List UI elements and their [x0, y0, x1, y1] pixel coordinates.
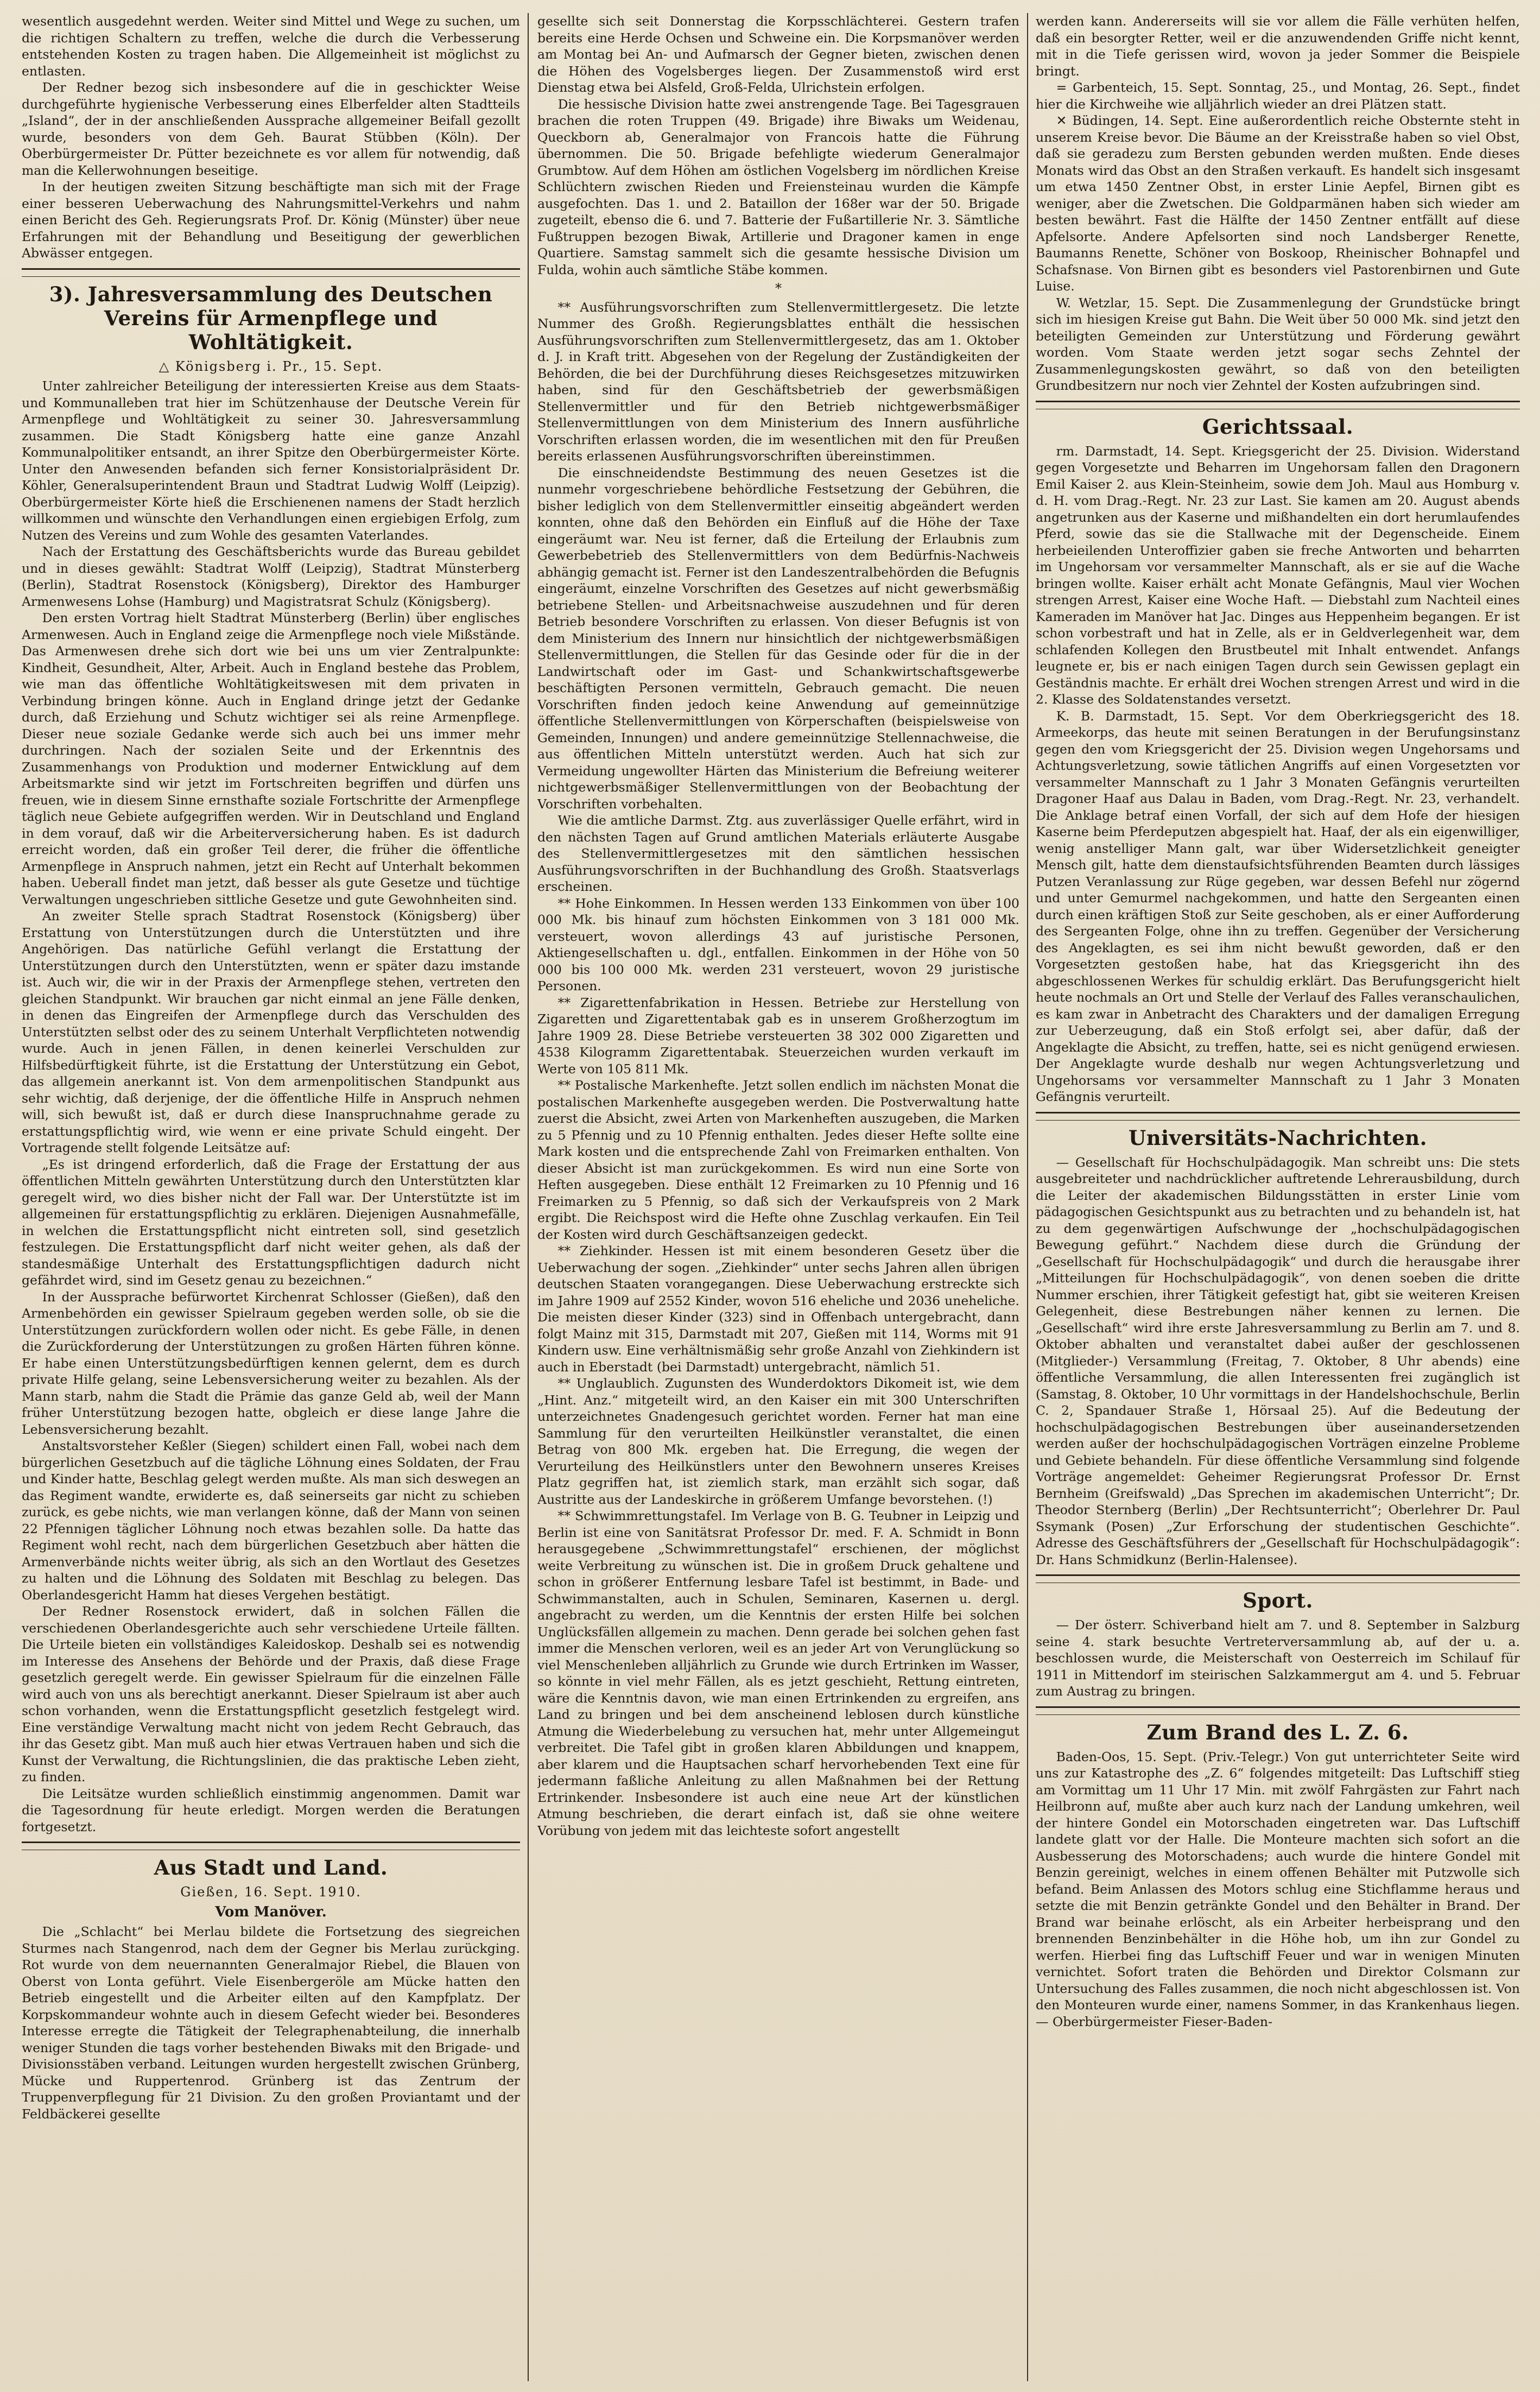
article-paragraph: gesellte sich seit Donnerstag die Korpsschlächterei. Gestern trafen bereits eine Herde Ochsen und Schweine ein. Die Korpsmanöver werden am Montag bei An- und Aufmarsch der Gegner bieten, zwischen denen die Höhen des Vogelsberges liegen. Der Zusammenstoß wird erst Dienstag etwa bei Alsfeld, Groß-Felda, Ulrichstein erfolgen.	[537, 14, 1019, 95]
dateline: △ Königsberg i. Pr., 15. Sept.	[159, 358, 383, 374]
article-paragraph: Die „Schlacht“ bei Merlau bildete die Fortsetzung des siegreichen Sturmes nach Stangenrod, nach dem der Gegner bis Merlau zurückging. Rot wurde von dem neuernannten Generalmajor Riebel, die Blauen von Oberst von Lonta geführt. Viele Eisenbergeröle am Mücke hatten den Betrieb eingestellt und die Arbeiter eilten auf den Kampfplatz. Der Korpskommandeur wohnte auch in diesem Gefecht wieder bei. Besonderes Interesse erregte die Tätigkeit der Telegraphenabteilung, die innerhalb weniger Stunden die tags vorher bestehenden Biwaks mit den Brigade- und Divisionsstäben verband. Leitungen wurden hergestellt zwischen Grünberg, Mücke und Ruppertenrod. Grünberg ist das Zentrum der Truppenverpflegung für 21 Division. Zu den großen Proviantamt und der Feldbäckerei gesellte	[22, 1924, 520, 2122]
section-divider	[1036, 1706, 1520, 1715]
article-paragraph: Der Redner bezog sich insbesondere auf die in geschickter Weise durchgeführte hygienische Verbesserung eines Elberfelder alten Stadtteils „Island“, der in der anschließenden Aussprache allgemeiner Beifall gezollt wurde, besonders von dem Geh. Baurat Stübben (Köln). Der Oberbürgermeister Dr. Pütter bezeichnete es vor allem für notwendig, daß man die Kellerwohnungen beseitige.	[22, 80, 520, 178]
article-paragraph: Die hessische Division hatte zwei anstrengende Tage. Bei Tagesgrauen brachen die roten Truppen (49. Brigade) ihre Biwaks um Weidenau, Queckborn ab, Generalmajor von Francois hatte die Führung übernommen. Die 50. Brigade befehligte wiederum Generalmajor Grumbtow. Auf dem Höhen am östlichen Vogelsberg im nördlichen Kreise Schlüchtern zwischen Rieden und Freiensteinau wurden die Kämpfe ausgefochten. Das 1. und 2. Bataillon der 168er war der 50. Brigade zugeteilt, ebenso die 6. und 7. Batterie der Fußartillerie Nr. 3. Sämtliche Fußtruppen bezogen Biwak, Artillerie und Dragoner kamen in enge Quartiere. Samstag sammelt sich die gesamte hessische Division um Fulda, wohin auch sämtliche Stäbe kommen.	[537, 96, 1019, 277]
article-paragraph: Baden-Oos, 15. Sept. (Priv.-Telegr.) Von gut unterrichteter Seite wird uns zur Katastrophe des „Z. 6“ folgendes mitgeteilt: Das Luftschiff stieg am Vormittag um 11 Uhr 17 Min. mit zwölf Fahrgästen zur Fahrt nach Heilbronn auf, mußte aber auch kurz nach der Landung umkehren, weil der hintere Gondel ein Motorschaden eingetreten war. Das Luftschiff landete glatt vor der Halle. Die Monteure machten sich sofort an die Ausbesserung des Motorschadens; auch wurde die hintere Gondel mit Benzin gereinigt, welches in einem offenen Behälter mit Putzwolle sich befand. Beim Anlassen des Motors schlug eine Stichflamme heraus und setzte die mit Benzin getränkte Gondel und den Behälter in Brand. Der Brand war beinahe erlöscht, als ein Arbeiter herbeisprang und den brennenden Benzinbehälter in die Höhe hob, um ihn zur Gondel zu werfen. Hierbei fing das Luftschiff Feuer und war in wenigen Minuten vernichtet. Sofort traten die Behörden und Direktor Colsmann zur Untersuchung des Falles zusammen, die noch nicht abgeschlossen ist. Von den Monteuren wurde einer, namens Sommer, in das Krankenhaus liegen. — Oberbürgermeister Fieser-Baden-	[1036, 1749, 1520, 2029]
article-paragraph: Unter zahlreicher Beteiligung der interessierten Kreise aus dem Staats- und Kommunalleben trat hier im Schützenhause der Deutsche Verein für Armenpflege und Wohltätigkeit zu seiner 30. Jahresversammlung zusammen. Die Stadt Königsberg hatte eine ganze Anzahl Kommunalpolitiker entsandt, an ihrer Spitze den Oberbürgermeister Körte. Unter den Anwesenden befanden sich ferner Konsistorialpräsident Dr. Köhler, Generalsuperintendent Braun und Stadtrat Ludwig Wolff (Leipzig). Oberbürgermeister Körte hieß die Erschienenen namens der Stadt herzlich willkommen und wünschte den Verhandlungen einen ergiebigen Erfolg, zum Nutzen des Vereins und zum Wohle des gesamten Vaterlandes.	[22, 378, 520, 543]
article-paragraph: Wie die amtliche Darmst. Ztg. aus zuverlässiger Quelle erfährt, wird in den nächsten Tagen auf Grund amtlichen Materials erläuterte Ausgabe des Stellenvermittlergesetzes mit den sämtlichen hessischen Ausführungsvorschriften in der Buchhandlung des Großh. Staatsverlags erscheinen.	[537, 813, 1019, 894]
article-paragraph: An zweiter Stelle sprach Stadtrat Rosenstock (Königsberg) über Erstattung von Unterstützungen durch die Unterstützten und ihre Angehörigen. Das natürliche Gefühl verlangt die Erstattung der Unterstützungen durch den Unterstützten, wenn er später dazu imstande ist. Auch wir, die wir in der Praxis der Armenpflege stehen, vertreten den gleichen Standpunkt. Wir brauchen gar nicht einmal an jene Fälle denken, in denen das Eingreifen der Armenpflege durch das Verschulden des Unterstützten selbst oder des zu seinem Unterhalt Verpflichteten notwendig wurde. Auch in jenen Fällen, in denen keinerlei Verschulden zur Hilfsbedürftigkeit führte, ist die Erstattung der Unterstützung ein Gebot, das allgemein anerkannt ist. Von dem armenpolitischen Standpunkt aus sehr wichtig, daß derjenige, der die öffentliche Hilfe in Anspruch nehmen will, sich bewußt ist, daß er durch diese Inanspruchnahme gerade zu erstattungspflichtig wird, wie wenn er eine private Schuld eingeht. Der Vortragende stellt folgende Leitsätze auf:	[22, 908, 520, 1155]
section-headline: Aus Stadt und Land.	[154, 1856, 388, 1880]
article-paragraph: Die einschneidendste Bestimmung des neuen Gesetzes ist die nunmehr vorgeschriebene behördliche Festsetzung der Gebühren, die bisher lediglich von dem Stellenvermittler einseitig abgeändert werden konnten, ohne daß den Behörden ein Einfluß auf die Höhe der Taxe eingeräumt war. Neu ist ferner, daß die Erteilung der Erlaubnis zum Gewerbebetrieb des Stellenvermittlers von dem Bedürfnis-Nachweis abhängig gemacht ist. Ferner ist den Landeszentralbehörden die Befugnis eingeräumt, einzelne Vorschriften des Gesetzes auf nicht gewerbsmäßig betriebene Stellen- und Arbeitsnachweise auszudehnen und für deren Betrieb besondere Vorschriften zu erlassen. Von dieser Befugnis ist von dem Ministerium des Innern nur hinsichtlich der nichtgewerbsmäßigen Stellenvermittlungen, die Stellen für das Gesinde oder für die in der Landwirtschaft oder im Gast- und Schankwirtschaftsgewerbe beschäftigten Personen vermitteln, Gebrauch gemacht. Die neuen Vorschriften finden jedoch keine Anwendung auf gemeinnützige öffentliche Stellenvermittlungen von Körperschaften (beispielsweise von Gemeinden, Innungen) und andere gemeinnützige Stellennachweise, die aus öffentlichen Mitteln unterstützt werden. Auch hat sich zur Vermeidung ungewollter Härten das Ministerium die Befreiung weiterer nichtgewerbsmäßiger Stellenvermittlungen von der Beobachtung der Vorschriften vorbehalten.	[537, 465, 1019, 812]
article-paragraph: ** Postalische Markenhefte. Jetzt sollen endlich im nächsten Monat die postalischen Markenhefte ausgegeben werden. Die Postverwaltung hatte zuerst die Absicht, zwei Arten von Markenheften auszugeben, die Marken zu 5 Pfennig und zu 10 Pfennig enthalten. Jedes dieser Hefte sollte eine Mark kosten und die entsprechende Zahl von Freimarken enthalten. Von dieser Absicht ist man zurückgekommen. Es wird nun eine Sorte von Heften ausgegeben. Diese enthält 12 Freimarken zu 10 Pfennig und 16 Freimarken zu 5 Pfennig, so daß sich der Verkaufspreis von 2 Mark ergibt. Die Reichspost wird die Hefte ohne Zuschlag verkaufen. Ein Teil der Kosten wird durch Geschäftsanzeigen gedeckt.	[537, 1078, 1019, 1242]
article-subhead: Vom Manöver.	[215, 1903, 327, 1920]
article-paragraph: werden kann. Andererseits will sie vor allem die Fälle verhüten helfen, daß ein besorgter Retter, weil er die anzuwendenden Griffe nicht kennt, mit in die Tiefe gerissen wird, wovon ja jeder Sommer die Beispiele bringt.	[1036, 14, 1520, 79]
article-paragraph: — Gesellschaft für Hochschulpädagogik. Man schreibt uns: Die stets ausgebreiteter und nachdrücklicher auftretende Lehrerausbildung, durch die Leiter der akademischen Bildungsstätten in erster Linie vom pädagogischen Gesichtspunkt aus zu betrachten und zu behandeln ist, hat zu dem gegenwärtigen Aufschwunge der „hochschulpädagogischen Bewegung geführt.“ Nachdem diese durch die Gründung der „Gesellschaft für Hochschulpädagogik“ und durch die herausgabe ihrer „Mitteilungen für Hochschulpädagogik“, von denen soeben die dritte Nummer erschien, ihrer Tätigkeit gefestigt hat, gibt sie weiteren Kreisen Gelegenheit, diese Bestrebungen näher kennen zu lernen. Die „Gesellschaft“ wird ihre erste Jahresversammlung zu Berlin am 7. und 8. Oktober abhalten und veranstaltet dabei außer der geschlossenen (Mitglieder-) Versammlung (Freitag, 7. Oktober, 8 Uhr abends) eine öffentliche Versammlung, die allen Interessenten frei zugänglich ist (Samstag, 8. Oktober, 10 Uhr vormittags in der Handelshochschule, Berlin C. 2, Spandauer Straße 1, Hörsaal 25). Auf die Bedeutung der hochschulpädagogischen Bestrebungen über auseinandersetzenden werden außer der hochschulpädagogischen Vorträgen einzelne Probleme und Gebiete behandeln. Für diese öffentliche Versammlung sind folgende Vorträge angemeldet: Geheimer Regierungsrat Professor Dr. Ernst Bernheim (Greifswald) „Das Sprechen im akademischen Unterricht“; Dr. Theodor Sternberg (Berlin) „Der Rechtsunterricht“; Oberlehrer Dr. Paul Ssymank (Posen) „Zur Erforschung der studentischen Geschichte“. Adresse des Geschäftsführers der „Gesellschaft für Hochschulpädagogik“: Dr. Hans Schmidkunz (Berlin-Halensee).	[1036, 1154, 1520, 1567]
section-headline: Universitäts-Nachrichten.	[1128, 1125, 1428, 1150]
section-divider	[1036, 401, 1520, 409]
article-paragraph: ** Hohe Einkommen. In Hessen werden 133 Einkommen von über 100 000 Mk. bis hinauf zum höchsten Einkommen von 3 181 000 Mk. versteuert, wovon allerdings 43 auf juristische Personen, Aktiengesellschaften u. dgl., entfallen. Einkommen in der Höhe von 50 000 bis 100 000 Mk. werden 231 versteuert, wovon 29 juristische Personen.	[537, 895, 1019, 993]
article-paragraph: Die Leitsätze wurden schließlich einstimmig angenommen. Damit war die Tagesordnung für heute erledigt. Morgen werden die Beratungen fortgesetzt.	[22, 1786, 520, 1834]
article-paragraph: ** Ziehkinder. Hessen ist mit einem besonderen Gesetz über die Ueberwachung der sogen. „Ziehkinder“ unter sechs Jahren allen übrigen deutschen Staaten vorangegangen. Diese Ueberwachung erstreckte sich im Jahre 1909 auf 2552 Kinder, wovon 516 eheliche und 2036 uneheliche. Die meisten dieser Kinder (323) sind in Offenbach untergebracht, dann folgt Mainz mit 315, Darmstadt mit 207, Gießen mit 114, Worms mit 91 Kindern usw. Eine verhältnismäßig sehr große Anzahl von Ziehkindern ist auch in Eberstadt (bei Darmstadt) untergebracht, nämlich 51.	[537, 1243, 1019, 1375]
section-divider	[1036, 1574, 1520, 1583]
section-divider	[22, 1842, 520, 1850]
article-paragraph: ** Schwimmrettungstafel. Im Verlage von B. G. Teubner in Leipzig und Berlin ist eine von Sanitätsrat Professor Dr. med. F. A. Schmidt in Bonn herausgegebene „Schwimmrettungstafel“ erschienen, der möglichst weite Verbreitung zu wünschen ist. Die in großem Druck gehaltene und schon in größerer Entfernung lesbare Tafel ist bestimmt, in Bade- und Schwimmanstalten, auch in Schulen, Seminaren, Kasernen u. dergl. angebracht zu werden, um die Kenntnis der ersten Hilfe bei solchen Unglücksfällen allgemein zu machen. Denn gerade bei solchen gehen fast immer die Menschen verloren, weil es an jeder Art von Verunglückung so viel Menschenleben alljährlich zu Grunde wie durch Ertrinken im Wasser, so könnte in viel mehr Fällen, als es jetzt geschieht, Rettung eintreten, wäre die Kenntnis davon, wie man einen Ertrinkenden zu ergreifen, ans Land zu bringen und bei dem anscheinend leblosen durch künstliche Atmung die Wiederbelebung zu versuchen hat, mehr unter Allgemeingut verbreitet. Die Tafel gibt in großen klaren Abbildungen und knappem, aber klarem und die Hauptsachen scharf hervorhebenden Text eine für jedermann faßliche Anleitung zu allen Maßnahmen bei der Rettung Ertrinkender. Insbesondere ist auch eine neue Art der künstlichen Atmung beschrieben, die derart einfach ist, daß sie ohne weitere Vorübung von jedem mit das leichteste sofort angestellt	[537, 1508, 1019, 1838]
section-headline: Sport.	[1243, 1589, 1313, 1612]
separator-star: *	[775, 281, 782, 296]
article-paragraph: ** Unglaublich. Zugunsten des Wunderdoktors Dikomeit ist, wie dem „Hint. Anz.“ mitgeteilt wird, an den Kaiser ein mit 300 Unterschriften unterzeichnetes Gnadengesuch gerichtet worden. Ferner hat man eine Sammlung für den verurteilten Heilkünstler veranstaltet, die einen Betrag von 800 Mk. ergeben hat. Die Erregung, die wegen der Verurteilung des Heilkünstlers unter den Bewohnern unseres Kreises Platz gegriffen hat, ist ziemlich stark, man erzählt sich sogar, daß Austritte aus der Landeskirche in größerem Umfange bevorstehen. (!)	[537, 1376, 1019, 1507]
article-paragraph: In der Aussprache befürwortet Kirchenrat Schlosser (Gießen), daß den Armenbehörden ein gewisser Spielraum gegeben werden solle, ob sie die Unterstützungen zurückfordern wollen oder nicht. Es gebe Fälle, in denen die Zurückforderung der Unterstützungen zu großen Härten führen könne. Er habe einen Unterstützungsbedürftigen kennen gelernt, dem es durch private Hilfe gelang, seine Lebensversicherung weiter zu bezahlen. Als der Mann starb, nahm die Stadt die Prämie das ganze Geld ab, weil der Mann früher Unterstützung bezogen hatte, obgleich er diese lange Jahre die Lebensversicherung bezahlt.	[22, 1289, 520, 1437]
article-paragraph: rm. Darmstadt, 14. Sept. Kriegsgericht der 25. Division. Widerstand gegen Vorgesetzte und Beharren im Ungehorsam fallen den Dragonern Emil Kaiser 2. aus Klein-Steinheim, sowie dem Joh. Maul aus Homburg v. d. H. vom Drag.-Regt. Nr. 23 zur Last. Sie kamen am 20. August abends angetrunken aus der Kaserne und mißhandelten ein dort herumlaufendes Pferd, sowie das sie die Stallwache mit der Degenscheide. Einem herbeieilenden Unteroffizier gaben sie freche Antworten und beharrten im Ungehorsam vor versammelter Mannschaft, als er sie auf die Wache bringen wollte. Kaiser erhält acht Monate Gefängnis, Maul vier Wochen strengen Arrest, Kaiser eine Woche Haft. — Diebstahl zum Nachteil eines Kameraden im Manöver hat Jac. Dinges aus Heppenheim begangen. Er ist schon vorbestraft und hat in Zelle, als er in Geldverlegenheit war, dem schlafenden Kollegen den Brustbeutel mit Inhalt entwendet. Anfangs leugnete er, bis er nach einigen Tagen durch sein Gewissen geplagt ein Geständnis machte. Er erhält drei Wochen strengen Arrest und wird in die 2. Klasse des Soldatenstandes versetzt.	[1036, 443, 1520, 707]
dateline: Gießen, 16. Sept. 1910.	[180, 1884, 362, 1900]
article-paragraph: In der heutigen zweiten Sitzung beschäftigte man sich mit der Frage einer besseren Ueberwachung des Nahrungsmittel-Verkehrs und nahm einen Bericht des Geh. Regierungsrats Prof. Dr. König (Münster) über neue Erfahrungen mit der Behandlung und Beseitigung der gewerblichen Abwässer entgegen.	[22, 179, 520, 261]
article-headline: 3). Jahresversammlung des Deutschen Vereins für Armenpflege und Wohltätigkeit.	[49, 282, 493, 354]
article-paragraph: ** Zigarettenfabrikation in Hessen. Betriebe zur Herstellung von Zigaretten und Zigarettentabak gab es in unserem Großherzogtum im Jahre 1909 28. Diese Betriebe versteuerten 38 302 000 Zigaretten und 4538 Kilogramm Zigarettentabak. Steuerzeichen wurden verkauft im Werte von 105 811 Mk.	[537, 995, 1019, 1077]
article-paragraph: ** Ausführungsvorschriften zum Stellenvermittlergesetz. Die letzte Nummer des Großh. Regierungsblattes enthält die hessischen Ausführungsvorschriften zum Stellenvermittlergesetz, das am 1. Oktober d. J. in Kraft tritt. Abgesehen von der Regelung der Zuständigkeiten der Behörden, die bei der Durchführung dieses Reichsgesetzes mitzuwirken haben, sind für den Geschäftsbetrieb der gewerbsmäßigen Stellenvermittler und für den Betrieb nichtgewerbsmäßiger Stellenvermittlungen von dem Ministerium des Innern ausführliche Vorschriften erlassen worden, die im wesentlichen mit den für Preußen bereits erlassenen Ausführungsvorschriften übereinstimmen.	[537, 299, 1019, 464]
column-middle	[537, 13, 1019, 2381]
column-left	[22, 13, 520, 2381]
article-paragraph: K. B. Darmstadt, 15. Sept. Vor dem Oberkriegsgericht des 18. Armeekorps, das heute mit seinen Beratungen in der Berufungsinstanz gegen den vom Kriegsgericht der 25. Division wegen Ungehorsams und Achtungsverletzung, sowie tätlichen Angriffs auf einen Vorgesetzten vor versammelter Mannschaft zu 1 Jahr 3 Monaten Gefängnis verurteilten Dragoner Haaf aus Dalau in Baden, vom Drag.-Regt. Nr. 23, verhandelt. Die Anklage betraf einen Vorfall, der sich auf dem Hofe der hiesigen Kaserne beim Pferdeputzen abgespielt hat. Haaf, der als ein eigenwilliger, wenig anstelliger Mann galt, war über Widersetzlichkeit geneigter Mensch gilt, hatte dem dienstaufsichtsführenden Beamten durch lässiges Putzen Veranlassung zur Rüge gegeben, war dessen Befehl nur zögernd und unter Gemurmel nachgekommen, und hatte den Sergeanten einen durch einen kräftigen Stoß zur Seite geschoben, als er einer Aufforderung des Sergeanten Folge, ohne ihn zu treffen. Gegenüber der Versicherung des Angeklagten, es sei ihm nicht bewußt geworden, daß er den Vorgesetzten gestoßen habe, hat das Kriegsgericht ihn des abgeschlossenen Werkes für schuldig erklärt. Das Berufungsgericht hielt heute nochmals an Ort und Stelle der Verlauf des Falles veranschaulichen, es kam zwar in Anbetracht des Charakters und der damaligen Erregung zur Ueberzeugung, daß ein Stoß erfolgt sei, aber dafür, daß der Angeklagte die Absicht, zu treffen, hatte, sei es nicht genügend erwiesen. Der Angeklagte wurde deshalb nur wegen Achtungsverletzung und Ungehorsams vor versammelter Mannschaft zu 1 Jahr 3 Monaten Gefängnis verurteilt.	[1036, 708, 1520, 1104]
column-rule	[528, 13, 529, 2381]
section-headline: Gerichtssaal.	[1202, 414, 1354, 439]
article-paragraph: = Garbenteich, 15. Sept. Sonntag, 25., und Montag, 26. Sept., findet hier die Kirchweihe wie alljährlich wieder an drei Plätzen statt.	[1036, 80, 1520, 112]
article-paragraph: W. Wetzlar, 15. Sept. Die Zusammenlegung der Grundstücke bringt sich im hiesigen Kreise gut Bahn. Die Weit über 50 000 Mk. sind jetzt den beteiligten Gemeinden zur Unterstützung und Förderung gewährt worden. Vom Staate werden jetzt sogar sechs Zehntel der Zusammenlegungskosten gewährt, so daß von den beteiligten Grundbesitzern nur noch vier Zehntel der Kosten aufzubringen sind.	[1036, 295, 1520, 393]
section-divider	[22, 268, 520, 277]
article-paragraph: — Der österr. Schiverband hielt am 7. und 8. September in Salzburg seine 4. stark besuchte Vertreterversammlung ab, auf der u. a. beschlossen wurde, die Meisterschaft von Oesterreich im Schilauf für 1911 in Mittendorf im steirischen Salzkammergut am 4. und 5. Februar zum Austrag zu bringen.	[1036, 1617, 1520, 1699]
article-paragraph: „Es ist dringend erforderlich, daß die Frage der Erstattung der aus öffentlichen Mitteln gewährten Unterstützung durch den Unterstützten klar geregelt wird, wo dies bisher nicht der Fall war. Der Unterstützte ist im allgemeinen für erstattungspflichtig zu erklären. Diejenigen Ausnahmefälle, in welchen die Erstattungspflicht nicht eintreten soll, sind gesetzlich festzulegen. Die Erstattungspflicht darf nicht weiter gehen, als daß der standesmäßige Unterhalt des Erstattungspflichtigen dadurch nicht gefährdet wird, sind im Gesetz genau zu bezeichnen.“	[22, 1156, 520, 1288]
article-paragraph: Nach der Erstattung des Geschäftsberichts wurde das Bureau gebildet und in dieses gewählt: Stadtrat Wolff (Leipzig), Stadtrat Münsterberg (Berlin), Stadtrat Rosenstock (Königsberg), Direktor des Hamburger Armenwesens Lohse (Hamburg) und Magistratsrat Schulz (Königsberg).	[22, 544, 520, 609]
article-paragraph: Anstaltsvorsteher Keßler (Siegen) schildert einen Fall, wobei nach dem bürgerlichen Gesetzbuch auf die tägliche Löhnung eines Soldaten, der Frau und Kinder hatte, Beschlag gelegt werden mußte. Als man sich deswegen an das Regiment wandte, erwiderte es, daß seinerseits gar nicht zu schieben zurück, es gebe nichts, wie man verlangen könne, daß der Mann von seinen 22 Pfennigen täglicher Löhnung noch etwas bezahlen solle. Da hatte das Regiment wohl recht, nach dem bürgerlichen Gesetzbuch aber hätten die Armenverbände nichts weiter übrig, als sich an den Wortlaut des Gesetzes zu halten und die Löhnung des Soldaten mit Beschlag zu belegen. Das Oberlandesgericht Hamm hat dieses Vergehen bestätigt.	[22, 1438, 520, 1603]
section-divider	[1036, 1112, 1520, 1121]
article-paragraph: ✕ Büdingen, 14. Sept. Eine außerordentlich reiche Obsternte steht in unserem Kreise bevor. Die Bäume an der Kreisstraße haben so viel Obst, daß sie geradezu zum Bersten gebunden werden mußten. Ende dieses Monats wird das Obst an den Straßen verkauft. Es handelt sich insgesamt um etwa 1450 Zentner Obst, in erster Linie Aepfel, Birnen gibt es weniger, aber die Zwetschen. Die Goldparmänen haben sich wieder am besten bewährt. Fast die Hälfte der 1450 Zentner entfällt auf diese Apfelsorte. Andere Apfelsorten sind noch Landsberger Renette, Baumanns Renette, Schöner von Boskoop, Rheinischer Bohnapfel und Schafsnase. Von Birnen gibt es besonders viel Pastorenbirnen und Gute Luise.	[1036, 113, 1520, 294]
column-right	[1036, 13, 1520, 2381]
section-headline: Zum Brand des L. Z. 6.	[1146, 1720, 1409, 1744]
article-paragraph: wesentlich ausgedehnt werden. Weiter sind Mittel und Wege zu suchen, um die richtigen Schaltern zu treffen, welche die durch die Verbesserung entstehenden Kosten zu tragen haben. Die Allgemeinheit ist möglichst zu entlasten.	[22, 14, 520, 79]
column-rule	[1027, 13, 1028, 2381]
article-paragraph: Der Redner Rosenstock erwidert, daß in solchen Fällen die verschiedenen Oberlandesgerichte auch sehr verschiedene Urteile fällten. Die Urteile bieten ein vollständiges Kaleidoskop. Deshalb sei es notwendig im Interesse des Ansehens der Behörde und der Praxis, daß diese Frage gesetzlich geregelt werde. Ein gewisser Spielraum für die einzelnen Fälle wird auch von uns als berechtigt anerkannt. Dieser Spielraum ist aber auch schon vorhanden, wenn die Erstattungspflicht gesetzlich festgelegt wird. Eine verständige Verwaltung macht nicht von jedem Recht Gebrauch, das ihr das Gesetz gibt. Man muß auch hier etwas Vertrauen haben und sich die Kunst der Verwaltung, die Richtungslinien, die das praktische Leben zieht, zu finden.	[22, 1604, 520, 1784]
article-paragraph: Den ersten Vortrag hielt Stadtrat Münsterberg (Berlin) über englisches Armenwesen. Auch in England zeige die Armenpflege noch viele Mißstände. Das Armenwesen drehe sich dort wie bei uns um vier Zentralpunkte: Kindheit, Gesundheit, Alter, Arbeit. Auch in England bestehe das Problem, wie man das öffentliche Wohltätigkeitswesen mit dem privaten in Verbindung bringen könne. Auch in England dringe jetzt der Gedanke durch, daß Erziehung und Schutz wichtiger sei als reine Armenpflege. Dieser neue soziale Gedanke werde sich auch bei uns immer mehr durchringen. Nach der sozialen Seite und der Erkenntnis des Zusammenhangs von Produktion und moderner Entwicklung auf dem Arbeitsmarkte sind wir jetzt im Fortschreiten begriffen und dürfen uns freuen, wie in diesem Sinne ernsthafte soziale Fortschritte der Armenpflege täglich neue Gebiete aufgegriffen werden. Wir in Deutschland und England in dem vorauf, daß wir die Arbeiterversicherung haben. Es ist dadurch erreicht worden, daß ein großer Teil derer, die früher die öffentliche Armenpflege in Anspruch nahmen, jetzt ein Recht auf Unterhalt bekommen haben. Ueberall findet man jetzt, daß besser als gute Gesetze und tüchtige Verwaltungen ungeschrieben sittliche Gesetze und gute Gewohnheiten sind.	[22, 610, 520, 907]
